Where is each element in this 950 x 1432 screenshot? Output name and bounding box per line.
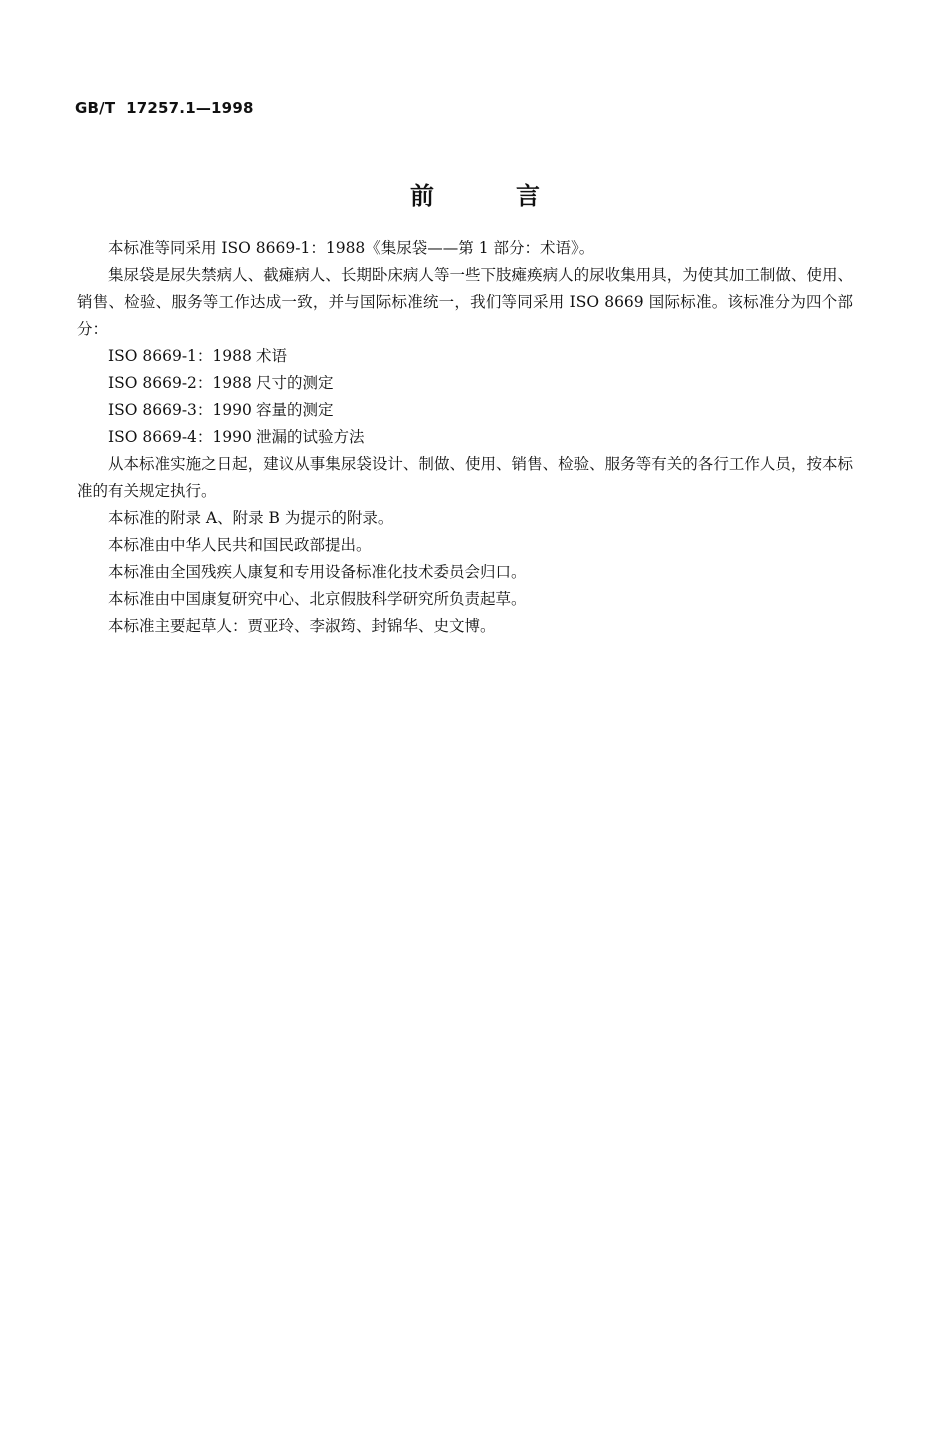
part-name: 尺寸的测定 [256, 374, 334, 392]
paragraph-background: 集尿袋是尿失禁病人、截瘫病人、长期卧床病人等一些下肢瘫痪病人的尿收集用具，为使其加工制做、使用、销售、检验、服务等工作达成一致，并与国际标准统一，我们等同采用 ISO 8669 国际标准。该标准分为四个部分： [77, 266, 853, 338]
part-code: ISO 8669-3：1990 [108, 401, 252, 419]
part-list-item-3 [77, 397, 853, 424]
part-list-item-4 [77, 424, 853, 451]
part-name: 容量的测定 [256, 401, 334, 419]
paragraph-committee: 本标准由全国残疾人康复和专用设备标准化技术委员会归口。 [108, 563, 527, 581]
page-title [0, 176, 950, 211]
page-title-part-2: 言 [516, 182, 540, 210]
paragraph-appendix: 本标准的附录 A、附录 B 为提示的附录。 [108, 509, 394, 527]
part-code: ISO 8669-4：1990 [108, 428, 252, 446]
part-name: 术语 [256, 347, 288, 365]
part-list-item-2 [77, 370, 853, 397]
part-code: ISO 8669-2：1988 [108, 374, 252, 392]
standard-code-number: 17257.1—1998 [126, 99, 254, 117]
paragraph-drafters: 本标准主要起草人：贾亚玲、李淑筠、封锦华、史文博。 [108, 617, 496, 635]
foreword-body [77, 235, 853, 640]
part-name: 泄漏的试验方法 [256, 428, 365, 446]
paragraph-adoption: 本标准等同采用 ISO 8669-1：1988《集尿袋——第 1 部分：术语》。 [108, 239, 595, 257]
paragraph-proposer: 本标准由中华人民共和国民政部提出。 [108, 536, 372, 554]
part-list-item-1 [77, 343, 853, 370]
paragraph-implementation: 从本标准实施之日起，建议从事集尿袋设计、制做、使用、销售、检验、服务等有关的各行工作人员，按本标准的有关规定执行。 [77, 455, 853, 500]
standard-code [75, 99, 254, 117]
page-title-part-1: 前 [410, 182, 434, 210]
standard-code-prefix: GB/T [75, 99, 116, 117]
part-code: ISO 8669-1：1988 [108, 347, 252, 365]
paragraph-drafting-org: 本标准由中国康复研究中心、北京假肢科学研究所负责起草。 [108, 590, 527, 608]
